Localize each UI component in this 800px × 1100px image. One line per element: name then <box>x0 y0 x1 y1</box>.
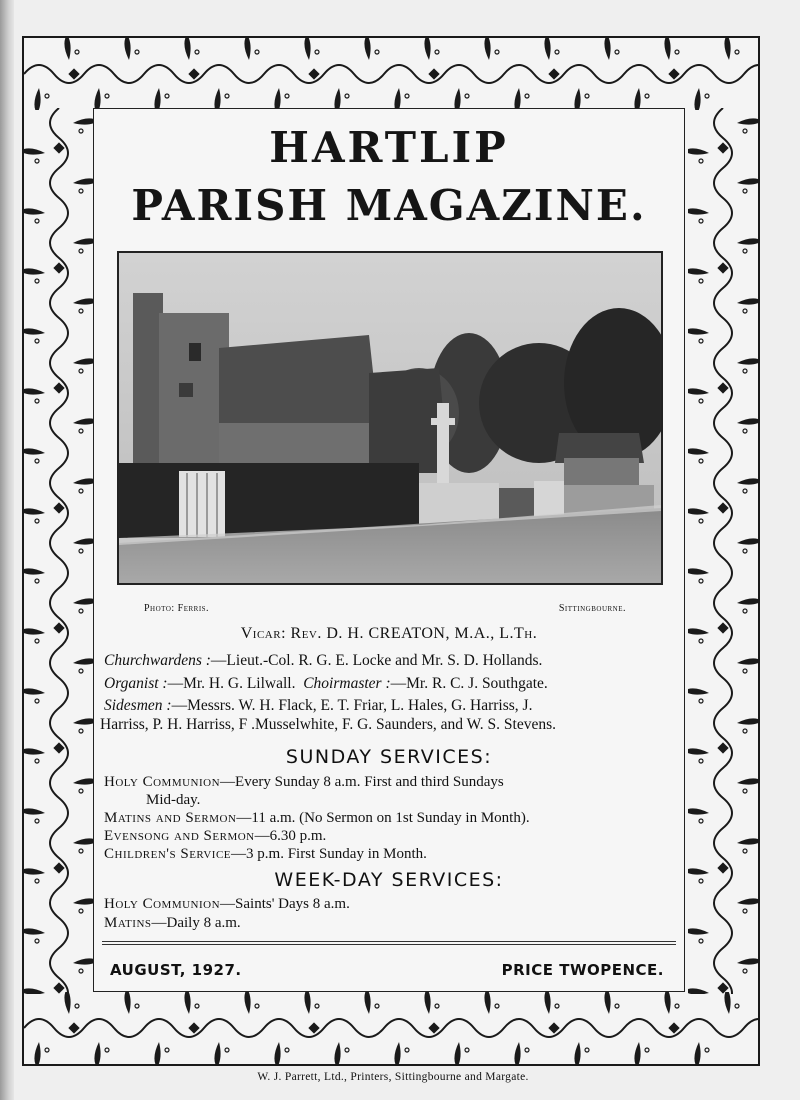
sunday-childrens-service <box>104 846 427 863</box>
sidesmen-line-1 <box>104 697 694 715</box>
sunday-evensong-label: Evensong and Sermon <box>104 828 255 844</box>
churchwardens-line <box>104 652 694 670</box>
organist-line <box>104 675 694 693</box>
church-photograph <box>117 251 663 585</box>
floral-border-bottom <box>24 992 758 1064</box>
photo-location: Sittingbourne. <box>558 603 626 614</box>
sunday-matins-text: —11 a.m. (No Sermon on 1st Sunday in Month). <box>236 810 530 826</box>
weekday-communion <box>104 896 350 913</box>
masthead-parish-magazine: PARISH MAGAZINE. <box>131 181 647 230</box>
footer-rule <box>102 941 676 945</box>
choirmaster-text: —Mr. R. C. J. Southgate. <box>390 675 548 692</box>
weekday-matins-text: —Daily 8 a.m. <box>151 915 241 931</box>
sunday-communion-text: —Every Sunday 8 a.m. First and third Sundays <box>220 774 504 790</box>
churchwardens-text: —Lieut.-Col. R. G. E. Locke and Mr. S. D. Hollands. <box>210 652 543 669</box>
organist-label: Organist : <box>104 675 168 692</box>
issue-date: AUGUST, 1927. <box>110 961 242 979</box>
vicar-line: Vicar: Rev. D. H. CREATON, M.A., L.Th. <box>240 625 538 642</box>
sunday-evensong-text: —6.30 p.m. <box>254 828 327 844</box>
weekday-matins <box>104 915 241 932</box>
sunday-evensong <box>104 828 326 845</box>
floral-border-top <box>24 38 758 110</box>
price: PRICE TWOPENCE. <box>501 961 664 979</box>
sunday-children-label: Children's Service <box>104 846 232 862</box>
weekday-communion-label: Holy Communion <box>104 896 221 912</box>
weekday-matins-label: Matins <box>104 915 152 931</box>
churchwardens-label: Churchwardens : <box>104 652 211 669</box>
sidesmen-label: Sidesmen : <box>104 697 172 714</box>
weekday-services-heading: WEEK-DAY SERVICES: <box>274 869 504 891</box>
sunday-matins-label: Matins and Sermon <box>104 810 237 826</box>
choirmaster-label: Choirmaster : <box>303 675 391 692</box>
sunday-communion <box>104 774 504 791</box>
floral-border-right <box>688 108 758 994</box>
sunday-communion-label: Holy Communion <box>104 774 221 790</box>
masthead-hartlip: HARTLIP <box>269 123 509 172</box>
floral-border-left <box>24 108 94 994</box>
sunday-services-heading: SUNDAY SERVICES: <box>285 746 493 768</box>
printer-imprint: W. J. Parrett, Ltd., Printers, Sittingbourne and Margate. <box>257 1071 529 1083</box>
page-binding-edge <box>0 0 14 1100</box>
content-panel <box>93 108 685 992</box>
weekday-communion-text: —Saints' Days 8 a.m. <box>220 896 350 912</box>
sidesmen-line-2: Harriss, P. H. Harriss, F .Musselwhite, F. G. Saunders, and W. S. Stevens. <box>100 716 557 733</box>
organist-text: —Mr. H. G. Lilwall. <box>167 675 296 692</box>
sunday-children-text: —3 p.m. First Sunday in Month. <box>231 846 427 862</box>
sidesmen-text-1: —Messrs. W. H. Flack, E. T. Friar, L. Hales, G. Harriss, J. <box>171 697 533 714</box>
photo-credit: Photo: Ferris. <box>144 603 210 614</box>
sunday-matins <box>104 810 530 827</box>
sunday-communion-midday: Mid-day. <box>146 792 201 808</box>
